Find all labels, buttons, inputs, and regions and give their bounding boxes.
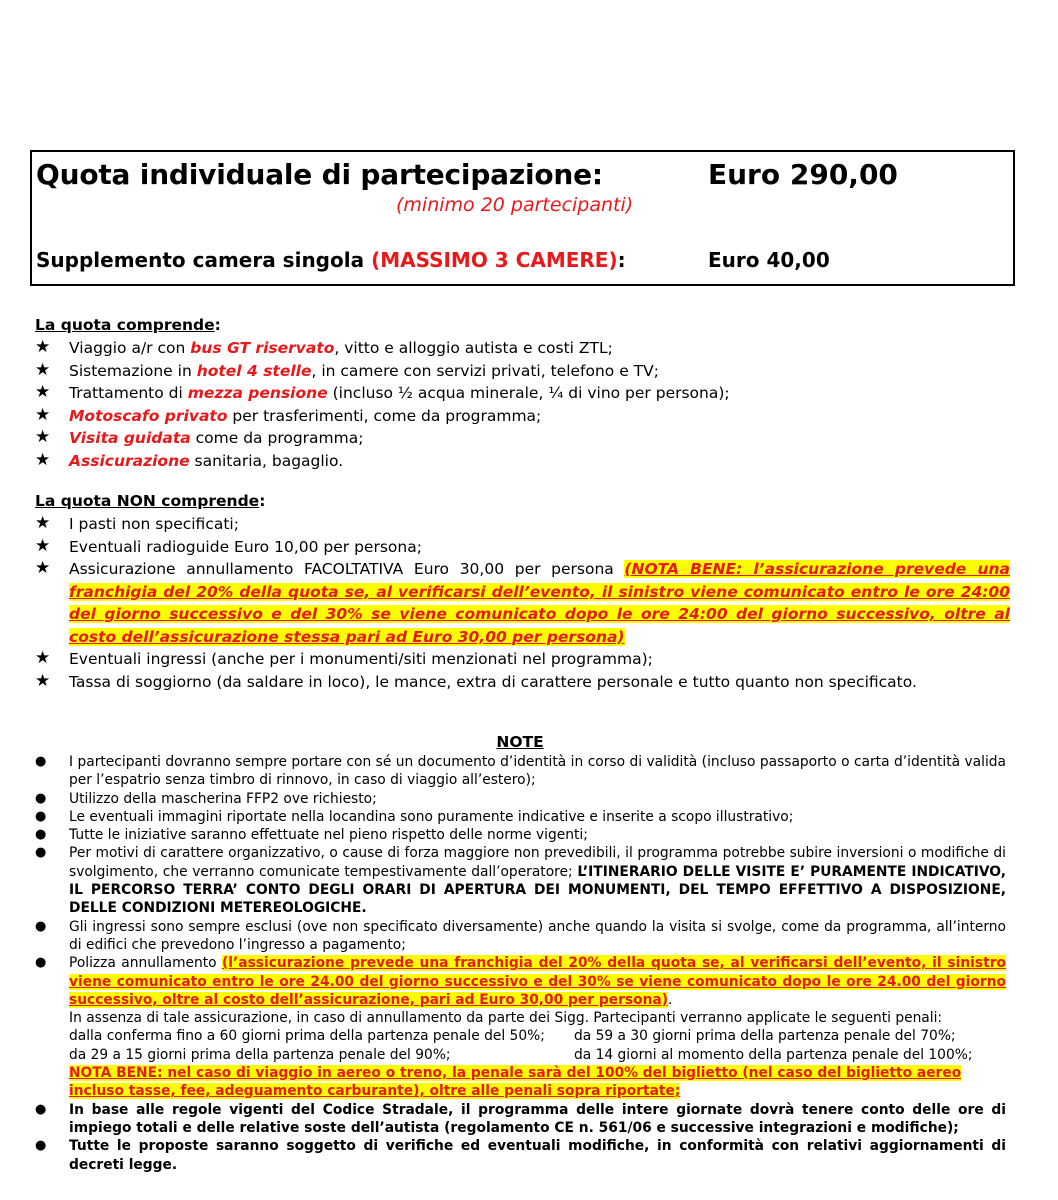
star-icon: ★	[35, 513, 51, 533]
star-icon: ★	[35, 670, 51, 691]
list-item: ● Per motivi di carattere organizzativo, o cause di forza maggiore non prevedibili, il programma potrebbe subire inversioni o modifiche di svolgimento, che verranno comunicate tempestivamente dall’operatore; L’ITINERARIO DELLE VISITE E’ PURAMENTE INDICATIVO, IL PERCORSO TERRA’ CONTO DEGLI ORARI DI APERTURA DEI MONUMENTI, DEL TEMPO EFFETTIVO A DISPOSIZIONE, DELLE CONDIZIONI METEREOLOGICHE.	[35, 845, 1006, 917]
bullet-icon: ●	[35, 790, 47, 806]
list-item: ★ Assicurazione annullamento FACOLTATIVA Euro 30,00 per persona (NOTA BENE: l’assicurazione prevede una franchigia del 20% della quota se, al verificarsi dell’evento, il sinistro viene comunicato entro le ore 24:00 del giorno successivo e del 30% se viene comunicato dopo le ore 24:00 del giorno successivo, oltre al costo dell’assicurazione stessa pari ad Euro 30,00 per persona)	[35, 558, 1010, 646]
star-icon: ★	[35, 382, 51, 402]
list-item: ★ Visita guidata come da programma;	[35, 427, 364, 447]
list-item: ● Utilizzo della mascherina FFP2 ove richiesto;	[35, 790, 377, 807]
list-item: ★ Eventuali radioguide Euro 10,00 per persona;	[35, 535, 422, 556]
bullet-icon: ●	[35, 955, 47, 971]
list-item: ● Le eventuali immagini riportate nella locandina sono puramente indicative e inserite a scopo illustrativo;	[35, 808, 794, 825]
bullet-icon: ●	[35, 754, 47, 769]
includes-list	[35, 337, 1010, 472]
cancellation-penalties-intro: In assenza di tale assicurazione, in caso di annullamento da parte dei Sigg. Partecipanti verranno applicate le seguenti penali:	[69, 1010, 943, 1027]
list-item: ● Tutte le proposte saranno soggetto di verifiche ed eventuali modifiche, in conformità con relativi aggiornamenti di decreti legge.	[35, 1138, 1006, 1173]
star-icon: ★	[35, 404, 51, 425]
star-icon: ★	[35, 648, 51, 668]
excludes-heading: La quota NON comprende:	[35, 492, 266, 510]
list-item: ★ Tassa di soggiorno (da saldare in loco), le mance, extra di carattere personale e tutto quanto non specificato.	[35, 670, 917, 691]
cancellation-insurance-highlight: (l’assicurazione prevede una franchigia del 20% della quota se, al verificarsi dell’evento, il sinistro viene comunicato entro le ore 24.00 del giorno successivo e del 30% se viene comunicato dopo le ore 24.00 del giorno successivo, oltre al costo dell’assicurazione, pari ad Euro 30,00 per persona)	[69, 955, 1006, 1008]
star-icon: ★	[35, 427, 51, 447]
list-item: ● In base alle regole vigenti del Codice Stradale, il programma delle intere giornate dovrà tenere conto delle ore di impiego totali e delle relative soste dell’autista (regolamento CE n. 561/06 e successive integrazioni e modifiche);	[35, 1101, 1006, 1136]
single-room-limit: (MASSIMO 3 CAMERE)	[371, 248, 618, 272]
list-item: ● Polizza annullamento (l’assicurazione prevede una franchigia del 20% della quota se, al verificarsi dell’evento, il sinistro viene comunicato entro le ore 24.00 del giorno successivo e del 30% se viene comunicato dopo le ore 24.00 del giorno successivo, oltre al costo dell’assicurazione, pari ad Euro 30,00 per persona). In assenza di tale assicurazione, in caso di annullamento da parte dei Sigg. Partecipanti verranno applicate le seguenti penali: dalla conferma fino a 60 giorni prima della partenza penale del 50%; da 59 a 30 giorni prima della partenza penale del 70%; da 29 a 15 giorni prima della partenza penale del 90%; da 14 giorni al momento della partenza penale del 100%; NOTA BENE: nel caso di viaggio in aereo o treno, la penale sarà del 100% del biglietto (nel caso del biglietto aereo incluso tasse, fee, adeguamento carburante), oltre alle penali sopra riportate;	[35, 955, 1006, 1100]
penalty-item: da 59 a 30 giorni prima della partenza penale del 70%;	[574, 1028, 956, 1045]
list-item: ★ Trattamento di mezza pensione (incluso ½ acqua minerale, ¼ di vino per persona);	[35, 382, 730, 402]
list-item: ● Gli ingressi sono sempre esclusi (ove non specificato diversamente) anche quando la visita si svolge, come da programma, all’interno di edifici che prevedono l’ingresso a pagamento;	[35, 918, 1006, 953]
star-icon: ★	[35, 449, 51, 470]
star-icon: ★	[35, 359, 51, 380]
penalty-grid	[69, 1027, 1006, 1064]
bullet-icon: ●	[35, 1138, 47, 1154]
insurance-note-highlight: (NOTA BENE: l’assicurazione prevede una franchigia del 20% della quota se, al verificarsi dell’evento, il sinistro viene comunicato entro le ore 24:00 del giorno successivo e del 30% se viene comunicato dopo le ore 24:00 del giorno successivo, oltre al costo dell’assicurazione stessa pari ad Euro 30,00 per persona)	[69, 560, 1010, 646]
list-item: ● I partecipanti dovranno sempre portare con sé un documento d’identità in corso di validità (incluso passaporto o carta d’identità valida per l’espatrio senza timbro di rinnovo, in caso di viaggio all’estero);	[35, 754, 1006, 789]
penalty-item: da 29 a 15 giorni prima della partenza penale del 90%;	[69, 1046, 451, 1063]
list-item: ★ Eventuali ingressi (anche per i monumenti/siti menzionati nel programma);	[35, 648, 653, 668]
star-icon: ★	[35, 337, 51, 357]
bullet-icon: ●	[35, 808, 47, 824]
bullet-icon: ●	[35, 918, 47, 934]
includes-heading: La quota comprende:	[35, 316, 221, 334]
bullet-icon: ●	[35, 845, 47, 861]
minimum-participants: (minimo 20 partecipanti)	[396, 194, 634, 216]
star-icon: ★	[35, 558, 51, 578]
excludes-list	[35, 513, 1010, 693]
list-item: ★ Viaggio a/r con bus GT riservato, vitto e alloggio autista e costi ZTL;	[35, 337, 613, 357]
penalty-item: da 14 giorni al momento della partenza penale del 100%;	[574, 1046, 973, 1063]
list-item: ★ I pasti non specificati;	[35, 513, 239, 533]
nota-bene-highlight: NOTA BENE: nel caso di viaggio in aereo o treno, la penale sarà del 100% del biglietto (nel caso del biglietto aereo incluso tasse, fee, adeguamento carburante), oltre alle penali sopra riportate;	[69, 1065, 962, 1100]
list-item: ★ Assicurazione sanitaria, bagaglio.	[35, 449, 344, 470]
single-room-price: Euro 40,00	[708, 248, 830, 272]
penalty-item: dalla conferma fino a 60 giorni prima della partenza penale del 50%;	[69, 1028, 545, 1045]
list-item: ★ Sistemazione in hotel 4 stelle, in camere con servizi privati, telefono e TV;	[35, 359, 659, 380]
quota-title: Quota individuale di partecipazione:	[36, 158, 603, 191]
bullet-icon: ●	[35, 827, 47, 843]
list-item: ★ Motoscafo privato per trasferimenti, come da programma;	[35, 404, 542, 425]
star-icon: ★	[35, 535, 51, 556]
bullet-icon: ●	[35, 1101, 47, 1117]
price-box	[30, 150, 1015, 286]
notes-list	[35, 753, 1006, 1174]
single-room-supplement-label: Supplemento camera singola (MASSIMO 3 CAMERE):	[36, 248, 626, 272]
list-item: ● Tutte le iniziative saranno effettuate nel pieno rispetto delle norme vigenti;	[35, 827, 588, 844]
notes-heading: NOTE	[496, 733, 544, 751]
quota-price: Euro 290,00	[708, 158, 898, 191]
itinerary-disclaimer: L’ITINERARIO DELLE VISITE E’ PURAMENTE INDICATIVO, IL PERCORSO TERRA’ CONTO DEGLI ORARI DI APERTURA DEI MONUMENTI, DEL TEMPO EFFETTIVO A DISPOSIZIONE, DELLE CONDIZIONI METEREOLOGICHE.	[69, 863, 1006, 917]
